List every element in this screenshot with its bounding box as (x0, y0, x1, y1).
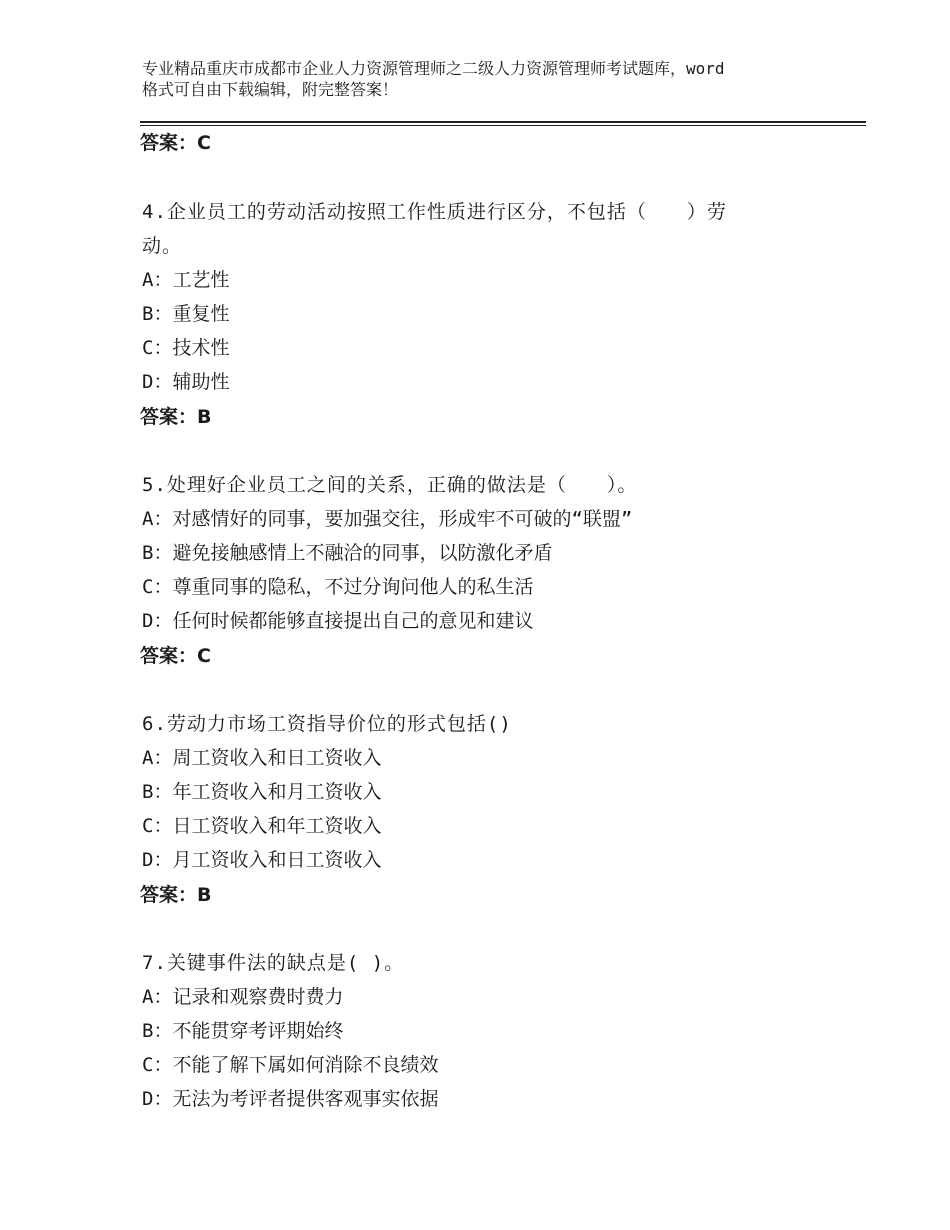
question-5-option-c: C：尊重同事的隐私，不过分询问他人的私生活 (142, 576, 534, 598)
question-4-option-a: A：工艺性 (142, 269, 230, 291)
header-divider (140, 121, 866, 126)
question-5-option-a: A：对感情好的同事，要加强交往，形成牢不可破的“联盟” (142, 508, 633, 530)
header-line-2: 格式可自由下载编辑，附完整答案！ (142, 80, 399, 99)
question-6-option-c: C：日工资收入和年工资收入 (142, 815, 382, 837)
question-5-option-b: B：避免接触感情上不融洽的同事，以防激化矛盾 (142, 542, 553, 564)
question-7-option-c: C：不能了解下属如何消除不良绩效 (142, 1054, 439, 1076)
question-7-option-b: B：不能贯穿考评期始终 (142, 1020, 344, 1042)
document-header (142, 58, 842, 100)
question-4-option-d: D：辅助性 (142, 371, 230, 393)
question-5-stem: 5.处理好企业员工之间的关系，正确的做法是（ ）。 (142, 474, 638, 496)
question-6-stem: 6.劳动力市场工资指导价位的形式包括() (142, 713, 512, 735)
answer-q4: 答案：B (140, 406, 212, 428)
question-4-option-b: B：重复性 (142, 303, 230, 325)
question-6-option-d: D：月工资收入和日工资收入 (142, 849, 382, 871)
answer-q6: 答案：B (140, 884, 212, 906)
question-5-option-d: D：任何时候都能够直接提出自己的意见和建议 (142, 610, 534, 632)
answer-q3: 答案：C (140, 132, 211, 154)
question-7-option-a: A：记录和观察费时费力 (142, 986, 344, 1008)
question-4-stem: 4.企业员工的劳动活动按照工作性质进行区分，不包括（ ）劳 (142, 201, 727, 223)
header-line-1: 专业精品重庆市成都市企业人力资源管理师之二级人力资源管理师考试题库，word (142, 59, 725, 78)
question-6-option-a: A：周工资收入和日工资收入 (142, 747, 382, 769)
question-7-stem: 7.关键事件法的缺点是( )。 (142, 952, 405, 974)
answer-q5: 答案：C (140, 645, 211, 667)
question-7-option-d: D：无法为考评者提供客观事实依据 (142, 1088, 439, 1110)
question-4-option-c: C：技术性 (142, 337, 230, 359)
question-4-stem-cont: 动。 (142, 235, 183, 257)
question-6-option-b: B：年工资收入和月工资收入 (142, 781, 382, 803)
